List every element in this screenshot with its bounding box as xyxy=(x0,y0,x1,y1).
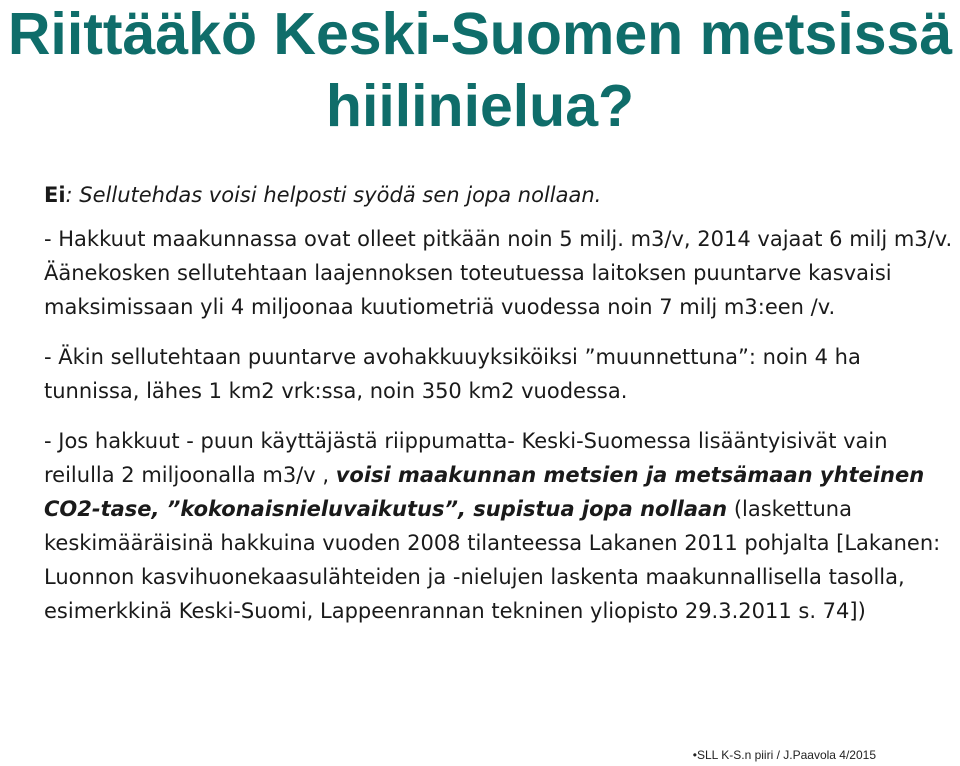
paragraph-4-part-1: - Jos hakkuut - puun käyttäjästä riippumatta- Keski-Suomessa lisääntyisivät vain reilulla 2 miljoonalla m3/v , xyxy=(44,429,888,487)
paragraph-1 xyxy=(44,178,954,212)
slide-title xyxy=(0,0,960,142)
slide-title-line-1: Riittääkö Keski-Suomen metsissä xyxy=(7,1,953,67)
footer-credit: •SLL K-S.n piiri / J.Paavola 4/2015 xyxy=(692,748,876,762)
paragraph-1-lead: Ei xyxy=(44,183,66,207)
paragraph-4-part-2: (laskettuna keskimääräisinä hakkuina vuoden 2008 tilanteessa Lakanen 2011 pohjalta [Lakanen: Luonnon kasvihuonekaasulähteiden ja -nielujen laskenta maakunnallisella tasolla, esimerkkinä Keski-Suomi, Lappeenrannan tekninen yliopisto 29.3.2011 s. 74]) xyxy=(44,497,941,623)
paragraph-3 xyxy=(44,340,954,408)
paragraph-3-text: - Äkin sellutehtaan puuntarve avohakkuuyksiköiksi ”muunnettuna”: noin 4 ha tunnissa, lähes 1 km2 vrk:ssa, noin 350 km2 vuodessa. xyxy=(44,345,861,403)
paragraph-2 xyxy=(44,222,954,324)
paragraph-2-text: - Hakkuut maakunnassa ovat olleet pitkään noin 5 milj. m3/v, 2014 vajaat 6 milj m3/v. Äänekosken sellutehtaan laajennoksen toteutuessa laitoksen puuntarve kasvaisi maksimissaan yli 4 miljoonaa kuutiometriä vuodessa noin 7 milj m3:een /v. xyxy=(44,227,953,319)
slide-body xyxy=(44,178,954,628)
paragraph-4-emphasis: voisi maakunnan metsien ja metsämaan yhteinen CO2-tase, ”kokonaisnieluvaikutus”, supistua jopa nollaan xyxy=(44,463,925,521)
paragraph-4 xyxy=(44,424,954,628)
paragraph-1-rest: : Sellutehdas voisi helposti syödä sen jopa nollaan. xyxy=(65,183,602,207)
slide-title-line-2: hiilinielua? xyxy=(325,73,635,139)
